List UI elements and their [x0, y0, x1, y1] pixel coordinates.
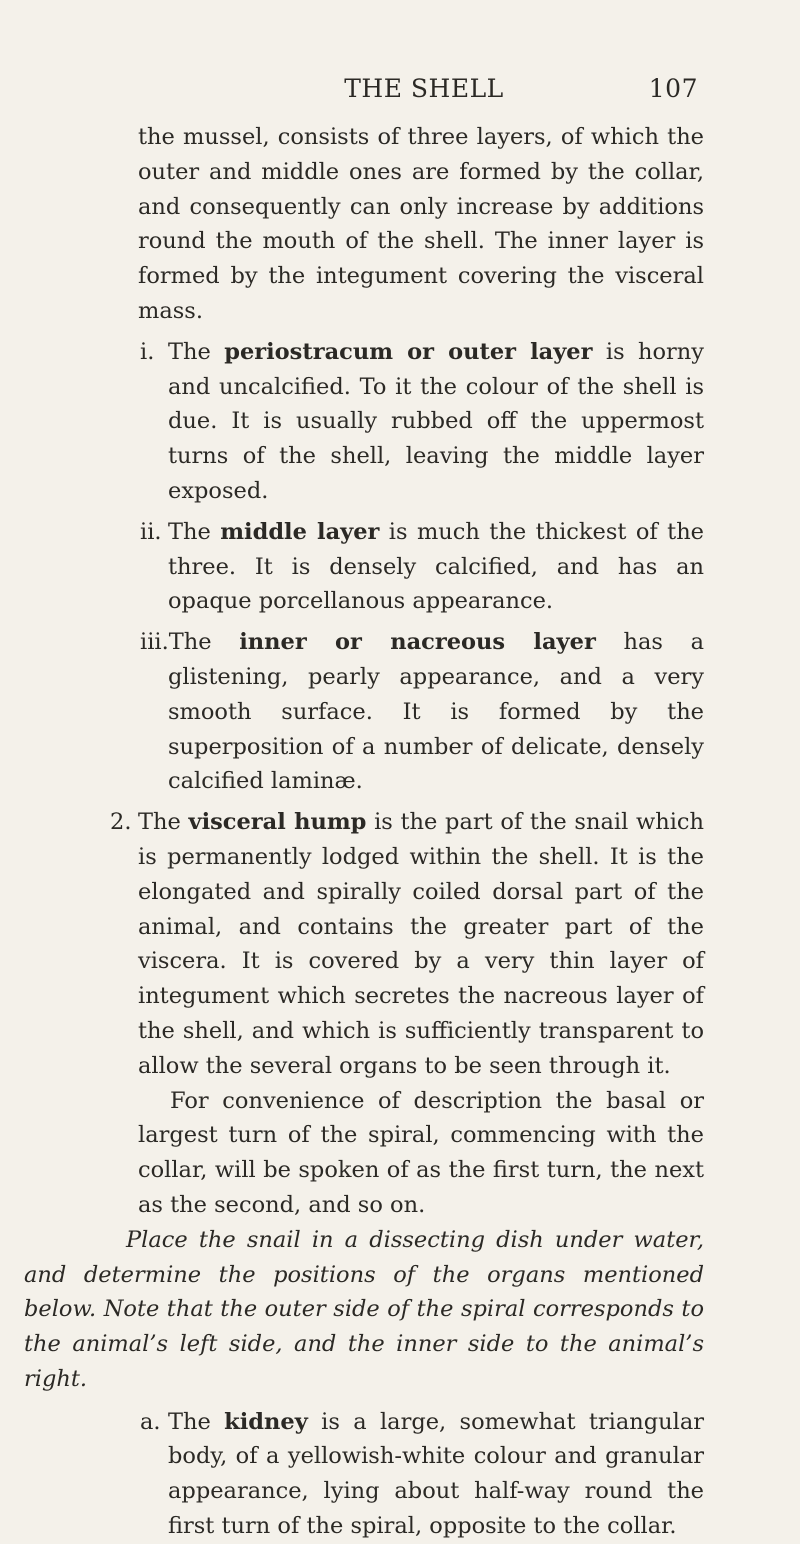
body-text: [24, 120, 704, 1544]
item-marker: ii.: [140, 518, 162, 545]
term-periostracum: periostracum: [224, 338, 394, 365]
item-marker: i.: [140, 338, 155, 365]
item-marker: a.: [140, 1408, 161, 1435]
item-marker: iii.: [140, 629, 169, 656]
list-item-i: i. The periostracum or outer layer is horny and uncalcified. To it the colour of the shell is due. It is usually rubbed off the uppermost turns of the shell, leaving the middle layer exposed.: [24, 335, 704, 509]
term-kidney: kidney: [224, 1408, 308, 1435]
term-visceral-hump: visceral hump: [188, 809, 367, 836]
term-nacreous-layer: nacreous layer: [390, 629, 596, 656]
term-middle-layer: middle layer: [220, 518, 380, 545]
page-number: 107: [648, 74, 698, 103]
list-item-2: 2. The visceral hump is the part of the snail which is permanently lodged within the shell. It is the elongated and spirally coiled dorsal part of the animal, and contains the greater part of the viscera. It is covered by a very thin layer of integument which secretes the nacreous layer of the shell, and which is sufficiently transparent to allow the several organs to be seen through it.: [24, 805, 704, 1083]
running-head: [150, 74, 698, 110]
paragraph-convenience: For convenience of description the basal or largest turn of the spiral, commencing with the collar, will be spoken of as the first turn, the next as the second, and so on.: [138, 1087, 704, 1218]
paragraph-instructions: Place the snail in a dissecting dish under water, and determine the positions of the organs mentioned below. Note that the outer side of the spiral corresponds to the animal’s left side, and the inner side to the animal’s right.: [24, 1226, 704, 1392]
item-marker: 2.: [110, 809, 132, 836]
list-item-a: a. The kidney is a large, somewhat triangular body, of a yellowish-white colour and granular appearance, lying about half-way round the first turn of the spiral, opposite to the collar.: [24, 1405, 704, 1544]
term-outer-layer: outer layer: [448, 338, 593, 365]
term-inner: inner: [239, 629, 307, 656]
list-item-iii: iii.The inner or nacreous layer has a glistening, pearly appearance, and a very smooth surface. It is formed by the superposition of a number of delicate, densely calcified laminæ.: [24, 625, 704, 799]
running-title: THE SHELL: [344, 74, 504, 103]
list-item-ii: ii. The middle layer is much the thickest of the three. It is densely calcified, and has an opaque porcellanous appearance.: [24, 515, 704, 619]
paragraph-intro: the mussel, consists of three layers, of which the outer and middle ones are formed by the collar, and consequently can only increase by additions round the mouth of the shell. The inner layer is formed by the integument covering the visceral mass.: [138, 124, 704, 324]
